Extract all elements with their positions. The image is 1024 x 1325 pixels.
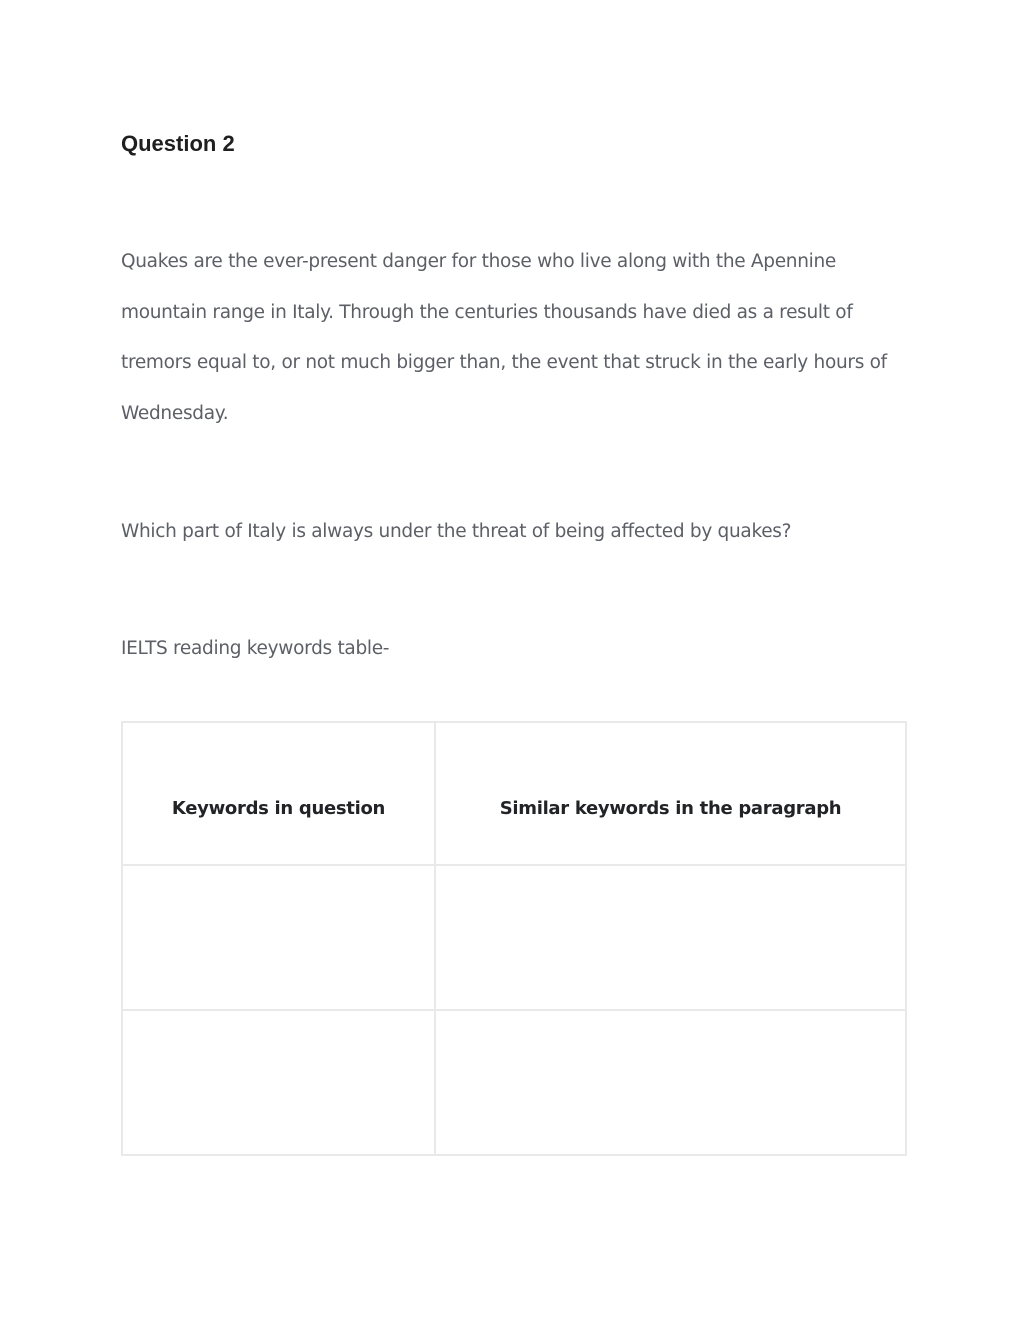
passage-line: tremors equal to, or not much bigger than, the event that struck in the early hours of [121, 352, 887, 374]
reading-passage [121, 237, 905, 439]
column-header-keywords-in-question: Keywords in question [122, 722, 435, 865]
table-row [122, 1010, 906, 1155]
question-prompt: Which part of Italy is always under the threat of being affected by quakes? [121, 521, 792, 542]
column-header-similar-keywords: Similar keywords in the paragraph [435, 722, 906, 865]
passage-line: Wednesday. [121, 402, 229, 424]
table-row [122, 865, 906, 1010]
table-header-row [122, 722, 906, 865]
passage-line: Quakes are the ever-present danger for those who live along with the Apennine [121, 251, 837, 272]
table-cell [122, 865, 435, 1010]
passage-line: mountain range in Italy. Through the centuries thousands have died as a result of [121, 301, 853, 323]
question-title: Question 2 [121, 131, 235, 156]
table-caption: IELTS reading keywords table- [121, 638, 390, 659]
table-cell [435, 865, 906, 1010]
keywords-table [121, 721, 907, 1156]
table-cell [122, 1010, 435, 1155]
table-cell [435, 1010, 906, 1155]
